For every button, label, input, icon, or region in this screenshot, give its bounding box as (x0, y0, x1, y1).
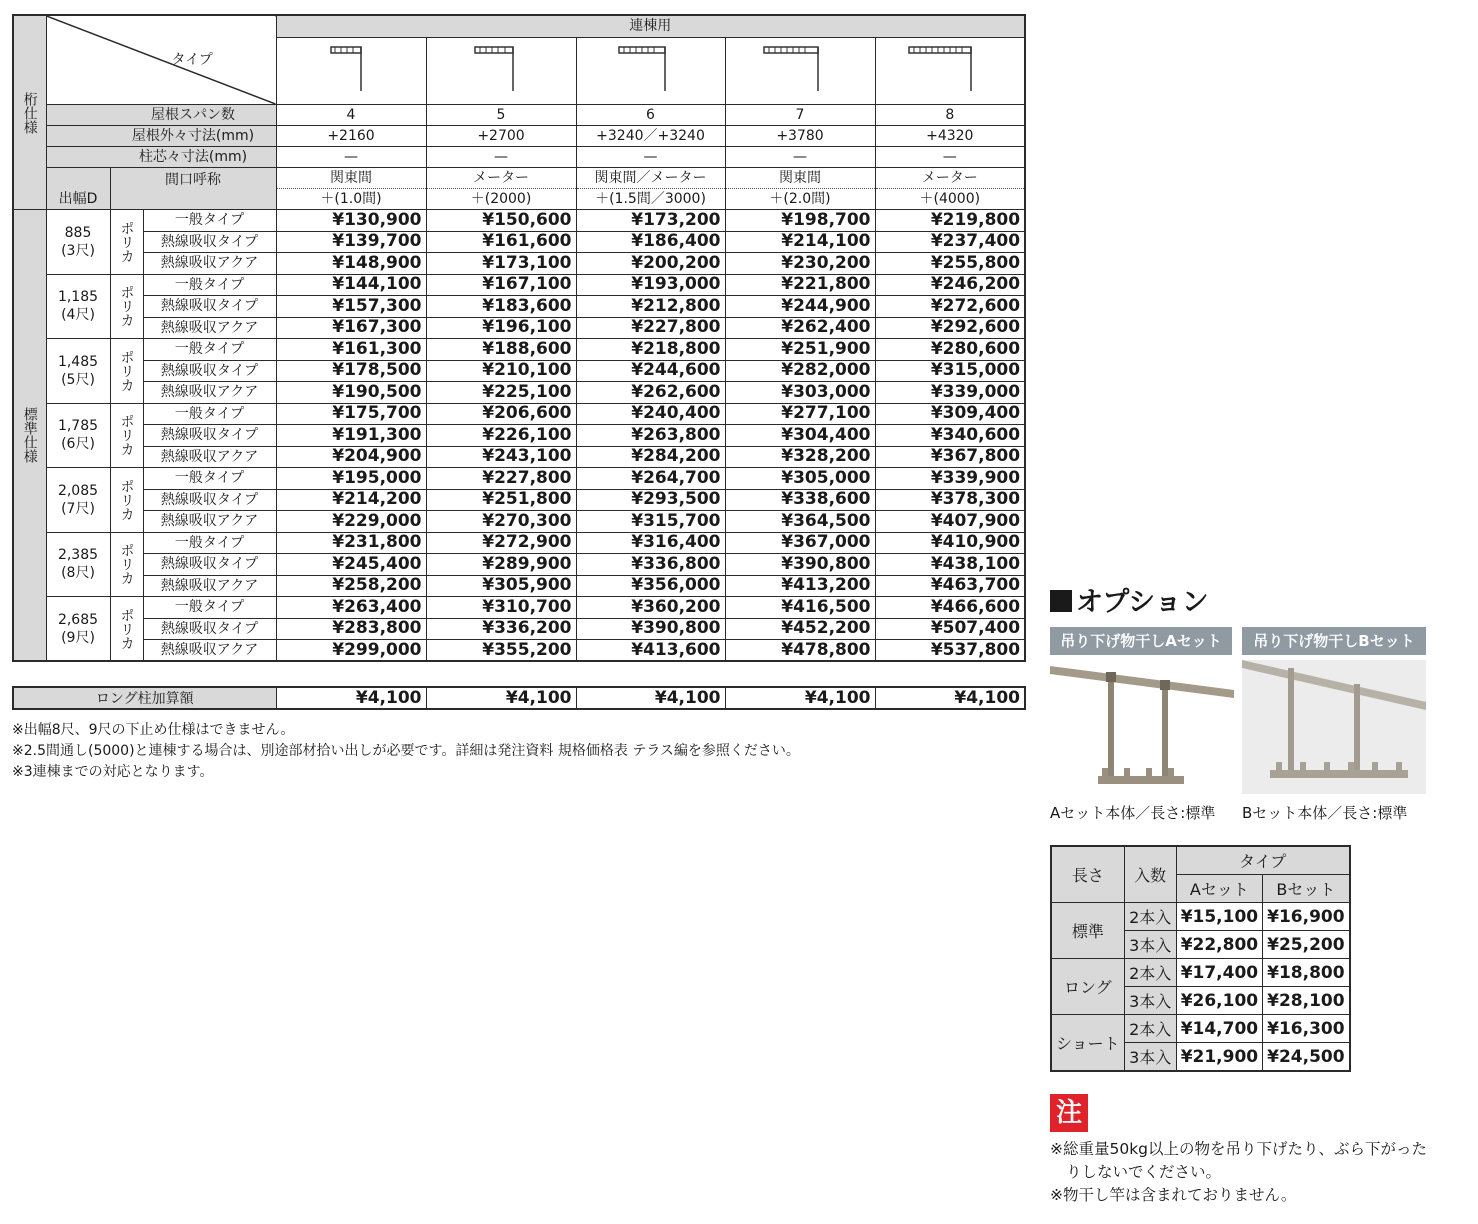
price-cell: ¥340,600 (875, 425, 1025, 447)
price-cell: ¥299,000 (276, 640, 426, 662)
price-cell: ¥338,600 (725, 489, 875, 511)
depth-label: 出幅D (46, 168, 110, 210)
table-row (13, 468, 1025, 490)
panel-type: 一般タイプ (143, 468, 276, 490)
note: ※3連棟までの対応となります。 (12, 764, 214, 780)
depth-cell (46, 403, 110, 468)
price-cell: ¥243,100 (426, 446, 576, 468)
price-cell: ¥367,800 (875, 446, 1025, 468)
price-cell: ¥227,800 (576, 317, 725, 339)
price-cell: ¥255,800 (875, 253, 1025, 275)
price-cell: ¥245,400 (276, 554, 426, 576)
long-pillar-label: ロング柱加算額 (13, 687, 276, 709)
frontage-value: 関東間 ＋(1.0間) (276, 168, 426, 210)
price-cell: ¥214,200 (276, 489, 426, 511)
option-price: ¥16,300 (1263, 1015, 1350, 1043)
roof-icon-5 (426, 37, 576, 104)
pillar-value: — (276, 147, 426, 168)
table-row (13, 296, 1025, 318)
outer-value: +4320 (875, 126, 1025, 147)
table-row (13, 597, 1025, 619)
price-cell: ¥390,800 (576, 618, 725, 640)
panel-type: 熱線吸収アクア (143, 575, 276, 597)
pillar-value: — (725, 147, 875, 168)
price-cell: ¥161,600 (426, 231, 576, 253)
price-cell: ¥186,400 (576, 231, 725, 253)
price-cell: ¥336,800 (576, 554, 725, 576)
material-label: ポリカ (110, 468, 143, 533)
price-cell: ¥410,900 (875, 532, 1025, 554)
price-cell: ¥173,100 (426, 253, 576, 275)
depth-value: 885 (64, 224, 92, 241)
price-cell: ¥303,000 (725, 382, 875, 404)
count-cell: 2本入 (1124, 959, 1176, 987)
span-value: 4 (276, 105, 426, 126)
price-cell: ¥262,600 (576, 382, 725, 404)
panel-type: 一般タイプ (143, 210, 276, 232)
type-header: タイプ (1176, 846, 1349, 875)
option-price: ¥17,400 (1176, 959, 1262, 987)
table-row (13, 489, 1025, 511)
price-cell: ¥178,500 (276, 360, 426, 382)
depth-cell (46, 468, 110, 533)
price-cell: ¥173,200 (576, 210, 725, 232)
material-label: ポリカ (110, 532, 143, 597)
price-cell: ¥225,100 (426, 382, 576, 404)
price-cell: ¥204,900 (276, 446, 426, 468)
option-price: ¥15,100 (1176, 903, 1262, 931)
price-cell: ¥157,300 (276, 296, 426, 318)
table-row (13, 382, 1025, 404)
type-header-cell (46, 15, 276, 105)
price-cell: ¥304,400 (725, 425, 875, 447)
table-row (13, 640, 1025, 662)
standard-spec-label: 標準仕様 (13, 210, 46, 662)
count-cell: 2本入 (1124, 903, 1176, 931)
price-cell: ¥315,000 (875, 360, 1025, 382)
notes (12, 720, 800, 783)
price-cell: ¥537,800 (875, 640, 1025, 662)
caution-mark: 注 (1050, 1094, 1088, 1132)
option-b-caption: Bセット本体／長さ:標準 (1242, 804, 1408, 822)
price-cell: ¥251,800 (426, 489, 576, 511)
price-cell: ¥221,800 (725, 274, 875, 296)
price-cell: ¥272,600 (875, 296, 1025, 318)
panel-type: 熱線吸収タイプ (143, 296, 276, 318)
price-cell: ¥289,900 (426, 554, 576, 576)
frontage-value: 関東間／メーター ＋(1.5間／3000) (576, 168, 725, 210)
span-value: 7 (725, 105, 875, 126)
depth-cell (46, 597, 110, 662)
outer-value: +2160 (276, 126, 426, 147)
a-set-header: Aセット (1176, 875, 1262, 903)
span-value: 5 (426, 105, 576, 126)
price-cell: ¥258,200 (276, 575, 426, 597)
price-cell: ¥190,500 (276, 382, 426, 404)
outer-value: +3780 (725, 126, 875, 147)
note: ※出幅8尺、9尺の下止め仕様はできません。 (12, 722, 295, 738)
option-row (1051, 903, 1350, 931)
roof-icon-8 (875, 37, 1025, 104)
depth-value: 2,685 (57, 611, 99, 628)
note: ※2.5間通し(5000)と連棟する場合は、別途部材拾い出しが必要です。詳細は発注資料 規格価格表 テラス編を参照ください。 (12, 743, 800, 759)
option-price-table (1050, 845, 1351, 1072)
price-cell: ¥507,400 (875, 618, 1025, 640)
option-row (1051, 1015, 1350, 1043)
table-row (13, 274, 1025, 296)
panel-type: 一般タイプ (143, 274, 276, 296)
price-cell: ¥277,100 (725, 403, 875, 425)
panel-type: 熱線吸収タイプ (143, 618, 276, 640)
option-b-label: 吊り下げ物干しBセット (1242, 627, 1426, 655)
price-cell: ¥210,100 (426, 360, 576, 382)
price-cell: ¥183,600 (426, 296, 576, 318)
price-cell: ¥175,700 (276, 403, 426, 425)
price-cell: ¥196,100 (426, 317, 576, 339)
price-cell: ¥310,700 (426, 597, 576, 619)
price-cell: ¥150,600 (426, 210, 576, 232)
option-price: ¥25,200 (1263, 931, 1350, 959)
depth-value: 1,185 (57, 289, 99, 306)
pillar-label-cell: 柱芯々寸法(mm) (46, 147, 276, 168)
price-cell: ¥305,000 (725, 468, 875, 490)
count-cell: 3本入 (1124, 1043, 1176, 1072)
count-cell: 3本入 (1124, 987, 1176, 1015)
hanging-rack-a-image (1050, 660, 1234, 794)
panel-type: 一般タイプ (143, 403, 276, 425)
price-cell: ¥270,300 (426, 511, 576, 533)
long-pillar-price: ¥4,100 (426, 687, 576, 709)
price-cell: ¥167,100 (426, 274, 576, 296)
price-cell: ¥212,800 (576, 296, 725, 318)
price-cell: ¥230,200 (725, 253, 875, 275)
price-cell: ¥191,300 (276, 425, 426, 447)
price-cell: ¥130,900 (276, 210, 426, 232)
price-cell: ¥218,800 (576, 339, 725, 361)
price-cell: ¥206,600 (426, 403, 576, 425)
option-price: ¥22,800 (1176, 931, 1262, 959)
price-cell: ¥263,400 (276, 597, 426, 619)
option-a-label: 吊り下げ物干しAセット (1050, 627, 1232, 655)
table-row (13, 403, 1025, 425)
panel-type: 熱線吸収タイプ (143, 231, 276, 253)
table-row (13, 425, 1025, 447)
price-cell: ¥339,900 (875, 468, 1025, 490)
renmune-header: 連棟用 (276, 15, 1025, 37)
price-cell: ¥413,600 (576, 640, 725, 662)
price-cell: ¥262,400 (725, 317, 875, 339)
price-cell: ¥200,200 (576, 253, 725, 275)
price-cell: ¥466,600 (875, 597, 1025, 619)
caution-text: ※総重量50kg以上の物を吊り下げたり、ぶら下がった りしないでください。 ※物干し竿は含まれておりません。 (1050, 1140, 1428, 1204)
price-cell: ¥251,900 (725, 339, 875, 361)
pillar-value: — (576, 147, 725, 168)
material-label: ポリカ (110, 339, 143, 404)
length-header: 長さ (1051, 846, 1124, 903)
pillar-value: — (875, 147, 1025, 168)
option-title: オプション (1050, 580, 1209, 619)
price-cell: ¥452,200 (725, 618, 875, 640)
price-cell: ¥227,800 (426, 468, 576, 490)
depth-value: 2,385 (57, 547, 99, 564)
price-cell: ¥438,100 (875, 554, 1025, 576)
price-cell: ¥148,900 (276, 253, 426, 275)
depth-shaku: (4尺) (61, 307, 95, 324)
price-table (12, 14, 1026, 662)
panel-type: 熱線吸収アクア (143, 446, 276, 468)
option-price: ¥24,500 (1263, 1043, 1350, 1072)
price-cell: ¥356,000 (576, 575, 725, 597)
price-cell: ¥292,600 (875, 317, 1025, 339)
long-pillar-table (12, 686, 1026, 710)
depth-value: 1,785 (57, 418, 99, 435)
price-cell: ¥355,200 (426, 640, 576, 662)
panel-type: 熱線吸収アクア (143, 253, 276, 275)
price-cell: ¥328,200 (725, 446, 875, 468)
material-label: ポリカ (110, 597, 143, 662)
price-cell: ¥378,300 (875, 489, 1025, 511)
option-price: ¥18,800 (1263, 959, 1350, 987)
table-row (13, 511, 1025, 533)
table-row (13, 532, 1025, 554)
depth-shaku: (3尺) (61, 242, 95, 259)
price-cell: ¥316,400 (576, 532, 725, 554)
depth-cell (46, 274, 110, 339)
length-name: 標準 (1051, 903, 1124, 959)
length-name: ロング (1051, 959, 1124, 1015)
table-row (13, 618, 1025, 640)
price-cell: ¥219,800 (875, 210, 1025, 232)
depth-shaku: (7尺) (61, 500, 95, 517)
price-cell: ¥339,000 (875, 382, 1025, 404)
square-bullet-icon (1050, 590, 1072, 612)
roof-icon-6 (576, 37, 725, 104)
depth-value: 1,485 (57, 353, 99, 370)
pillar-value: — (426, 147, 576, 168)
price-cell: ¥360,200 (576, 597, 725, 619)
option-price: ¥14,700 (1176, 1015, 1262, 1043)
panel-type: 熱線吸収タイプ (143, 360, 276, 382)
panel-type: 熱線吸収タイプ (143, 425, 276, 447)
option-row (1051, 959, 1350, 987)
type-label: タイプ (171, 52, 213, 68)
option-price: ¥21,900 (1176, 1043, 1262, 1072)
table-row (13, 360, 1025, 382)
price-cell: ¥167,300 (276, 317, 426, 339)
option-a-caption: Aセット本体／長さ:標準 (1050, 804, 1216, 822)
price-cell: ¥309,400 (875, 403, 1025, 425)
price-cell: ¥283,800 (276, 618, 426, 640)
price-cell: ¥282,000 (725, 360, 875, 382)
table-row (13, 446, 1025, 468)
price-cell: ¥364,500 (725, 511, 875, 533)
panel-type: 熱線吸収アクア (143, 317, 276, 339)
count-header: 入数 (1124, 846, 1176, 903)
option-price: ¥16,900 (1263, 903, 1350, 931)
depth-shaku: (8尺) (61, 565, 95, 582)
table-row (13, 339, 1025, 361)
frontage-value: メーター ＋(2000) (426, 168, 576, 210)
price-cell: ¥144,100 (276, 274, 426, 296)
panel-type: 一般タイプ (143, 339, 276, 361)
price-cell: ¥315,700 (576, 511, 725, 533)
panel-type: 一般タイプ (143, 532, 276, 554)
price-cell: ¥305,900 (426, 575, 576, 597)
price-cell: ¥336,200 (426, 618, 576, 640)
panel-type: 一般タイプ (143, 597, 276, 619)
panel-type: 熱線吸収タイプ (143, 489, 276, 511)
long-pillar-price: ¥4,100 (725, 687, 875, 709)
price-cell: ¥244,600 (576, 360, 725, 382)
outer-value: +2700 (426, 126, 576, 147)
price-cell: ¥193,000 (576, 274, 725, 296)
option-price: ¥26,100 (1176, 987, 1262, 1015)
price-cell: ¥407,900 (875, 511, 1025, 533)
price-cell: ¥280,600 (875, 339, 1025, 361)
price-cell: ¥229,000 (276, 511, 426, 533)
price-cell: ¥284,200 (576, 446, 725, 468)
keta-spec-label: 桁仕様 (13, 15, 46, 210)
price-cell: ¥463,700 (875, 575, 1025, 597)
panel-type: 熱線吸収アクア (143, 640, 276, 662)
depth-cell (46, 532, 110, 597)
price-cell: ¥263,800 (576, 425, 725, 447)
long-pillar-price: ¥4,100 (276, 687, 426, 709)
panel-type: 熱線吸収アクア (143, 511, 276, 533)
count-cell: 3本入 (1124, 931, 1176, 959)
price-cell: ¥139,700 (276, 231, 426, 253)
length-name: ショート (1051, 1015, 1124, 1072)
depth-shaku: (5尺) (61, 371, 95, 388)
table-row (13, 575, 1025, 597)
count-cell: 2本入 (1124, 1015, 1176, 1043)
table-row (13, 231, 1025, 253)
price-cell: ¥240,400 (576, 403, 725, 425)
price-cell: ¥413,200 (725, 575, 875, 597)
price-cell: ¥226,100 (426, 425, 576, 447)
depth-shaku: (6尺) (61, 436, 95, 453)
price-cell: ¥237,400 (875, 231, 1025, 253)
span-value: 8 (875, 105, 1025, 126)
depth-shaku: (9尺) (61, 629, 95, 646)
outer-value: +3240／+3240 (576, 126, 725, 147)
price-cell: ¥390,800 (725, 554, 875, 576)
frontage-value: メーター ＋(4000) (875, 168, 1025, 210)
depth-cell (46, 210, 110, 275)
price-cell: ¥198,700 (725, 210, 875, 232)
table-row (13, 317, 1025, 339)
material-label: ポリカ (110, 403, 143, 468)
b-set-header: Bセット (1263, 875, 1350, 903)
price-cell: ¥264,700 (576, 468, 725, 490)
span-value: 6 (576, 105, 725, 126)
hanging-rack-b-image (1242, 660, 1426, 794)
price-cell: ¥161,300 (276, 339, 426, 361)
price-cell: ¥188,600 (426, 339, 576, 361)
frontage-value: 関東間 ＋(2.0間) (725, 168, 875, 210)
price-cell: ¥231,800 (276, 532, 426, 554)
long-pillar-price: ¥4,100 (875, 687, 1025, 709)
panel-type: 熱線吸収アクア (143, 382, 276, 404)
material-label: ポリカ (110, 274, 143, 339)
material-label: ポリカ (110, 210, 143, 275)
price-cell: ¥478,800 (725, 640, 875, 662)
frontage-label: 間口呼称 (110, 168, 276, 210)
span-label-cell: 屋根スパン数 (46, 105, 276, 126)
price-cell: ¥246,200 (875, 274, 1025, 296)
price-cell: ¥244,900 (725, 296, 875, 318)
depth-value: 2,085 (57, 482, 99, 499)
depth-cell (46, 339, 110, 404)
roof-icon-7 (725, 37, 875, 104)
price-cell: ¥293,500 (576, 489, 725, 511)
price-cell: ¥214,100 (725, 231, 875, 253)
table-row (13, 210, 1025, 232)
roof-icon-4 (276, 37, 426, 104)
option-price: ¥28,100 (1263, 987, 1350, 1015)
table-row (13, 253, 1025, 275)
long-pillar-price: ¥4,100 (576, 687, 725, 709)
price-cell: ¥416,500 (725, 597, 875, 619)
price-cell: ¥195,000 (276, 468, 426, 490)
table-row (13, 554, 1025, 576)
price-cell: ¥272,900 (426, 532, 576, 554)
price-cell: ¥367,000 (725, 532, 875, 554)
panel-type: 熱線吸収タイプ (143, 554, 276, 576)
outer-label-cell: 屋根外々寸法(mm) (46, 126, 276, 147)
